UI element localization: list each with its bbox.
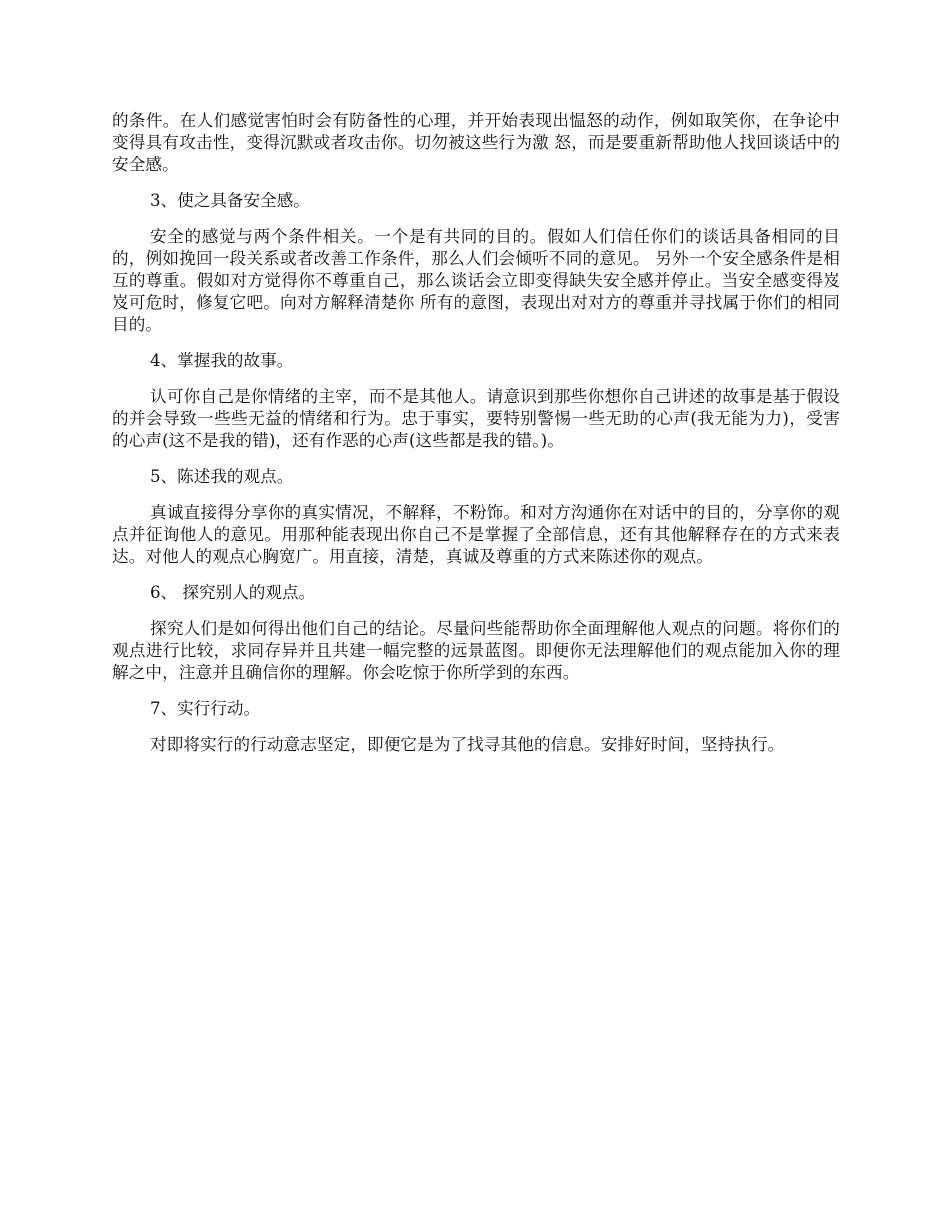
section-body-4: 认可你自己是你情绪的主宰，而不是其他人。请意识到那些你想你自己讲述的故事是基于假设的并会导致一些些无益的情绪和行为。忠于事实，要特别警惕一些无助的心声(我无能为力)，受害的心声(这不是我的错)，还有作恶的心声(这些都是我的错。)。 [112, 387, 840, 450]
section-heading-4: 4、掌握我的故事。 [150, 351, 294, 370]
section-heading-6: 6、 探究别人的观点。 [150, 583, 316, 602]
section-body-7: 对即将实行的行动意志坚定，即便它是为了找寻其他的信息。安排好时间，坚持执行。 [150, 735, 785, 754]
document-page [112, 110, 840, 756]
section-heading-7: 7、实行行动。 [150, 699, 261, 718]
section-body-5: 真诚直接得分享你的真实情况，不解释，不粉饰。和对方沟通你在对话中的目的，分享你的观点并征询他人的意见。用那种能表现出你自己不是掌握了全部信息，还有其他解释存在的方式来表达。对他人的观点心胸宽广。用直接，清楚，真诚及尊重的方式来陈述你的观点。 [112, 503, 840, 566]
section-heading-5: 5、陈述我的观点。 [150, 467, 294, 486]
section-heading-3: 3、使之具备安全感。 [150, 191, 310, 210]
section-body-6: 探究人们是如何得出他们自己的结论。尽量问些能帮助你全面理解他人观点的问题。将你们的观点进行比较，求同存异并且共建一幅完整的远景蓝图。即便你无法理解他们的观点能加入你的理解之中，注意并且确信你的理解。你会吃惊于你所学到的东西。 [112, 619, 840, 682]
intro-paragraph: 的条件。在人们感觉害怕时会有防备性的心理，并开始表现出愠怒的动作，例如取笑你，在争论中变得具有攻击性，变得沉默或者攻击你。切勿被这些行为激 怒，而是要重新帮助他人找回谈话中的安全感。 [112, 111, 840, 174]
section-body-3: 安全的感觉与两个条件相关。一个是有共同的目的。假如人们信任你们的谈话具备相同的目的，例如挽回一段关系或者改善工作条件，那么人们会倾听不同的意见。 另外一个安全感条件是相互的尊重。假如对方觉得你不尊重自己，那么谈话会立即变得缺失安全感并停止。当安全感变得岌岌可危时，修复它吧。向对方解释清楚你 所有的意图，表现出对对方的尊重并寻找属于你们的相同目的。 [112, 227, 840, 334]
